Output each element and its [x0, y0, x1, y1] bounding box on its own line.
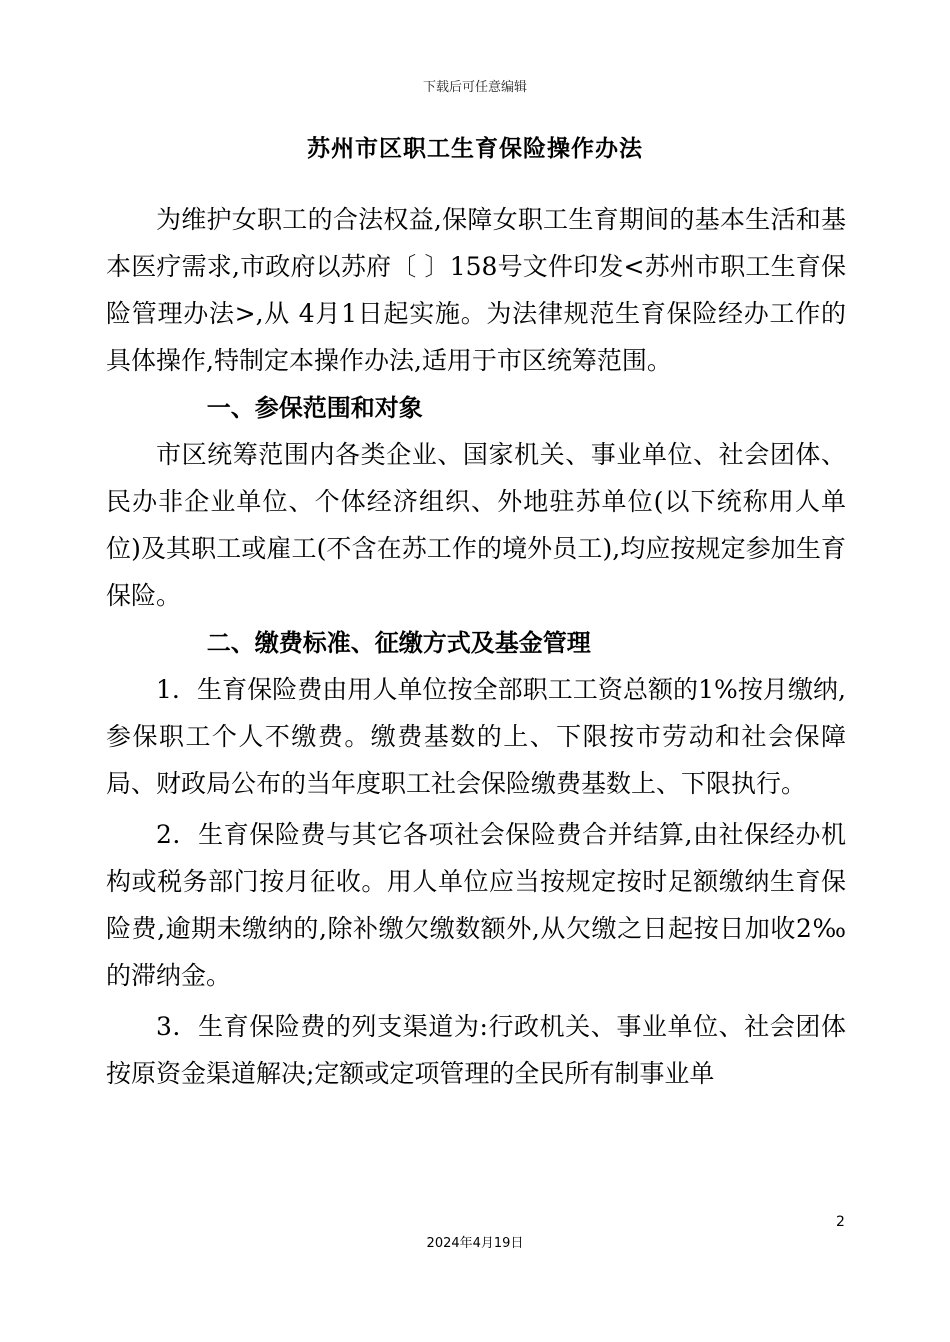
paragraph-scope: 市区统筹范围内各类企业、国家机关、事业单位、社会团体、民办非企业单位、个体经济组织、外地驻苏单位(以下统称用人单位)及其职工或雇工(不含在苏工作的境外员工),均应按规定参加生育保险。: [106, 440, 846, 610]
document-title: 苏州市区职工生育保险操作办法: [307, 135, 643, 162]
document-body: [106, 196, 846, 1097]
footer-date: 2024年4月19日: [426, 1236, 524, 1251]
section-heading-payment: 二、缴费标准、征缴方式及基金管理: [206, 628, 591, 657]
paragraph-item-3: 3．生育保险费的列支渠道为:行政机关、事业单位、社会团体按原资金渠道解决;定额或定项管理的全民所有制事业单: [106, 1012, 846, 1088]
paragraph-intro: 为维护女职工的合法权益,保障女职工生育期间的基本生活和基本医疗需求,市政府以苏府〔 〕158号文件印发<苏州市职工生育保险管理办法>,从 4月1日起实施。为法律规范生育保险经办工作的具体操作,特制定本操作办法,适用于市区统筹范围。: [106, 205, 846, 375]
paragraph-item-1: 1．生育保险费由用人单位按全部职工工资总额的1%按月缴纳,参保职工个人不缴费。缴费基数的上、下限按市劳动和社会保障局、财政局公布的当年度职工社会保险缴费基数上、下限执行。: [106, 675, 846, 798]
page-number: 2: [836, 1214, 845, 1230]
section-heading-scope: 一、参保范围和对象: [206, 393, 423, 422]
paragraph-item-2: 2．生育保险费与其它各项社会保险费合并结算,由社保经办机构或税务部门按月征收。用人单位应当按规定按时足额缴纳生育保险费,逾期未缴纳的,除补缴欠缴数额外,从欠缴之日起按日加收2‰的滞纳金。: [106, 820, 846, 990]
header-note: 下载后可任意编辑: [422, 80, 527, 95]
